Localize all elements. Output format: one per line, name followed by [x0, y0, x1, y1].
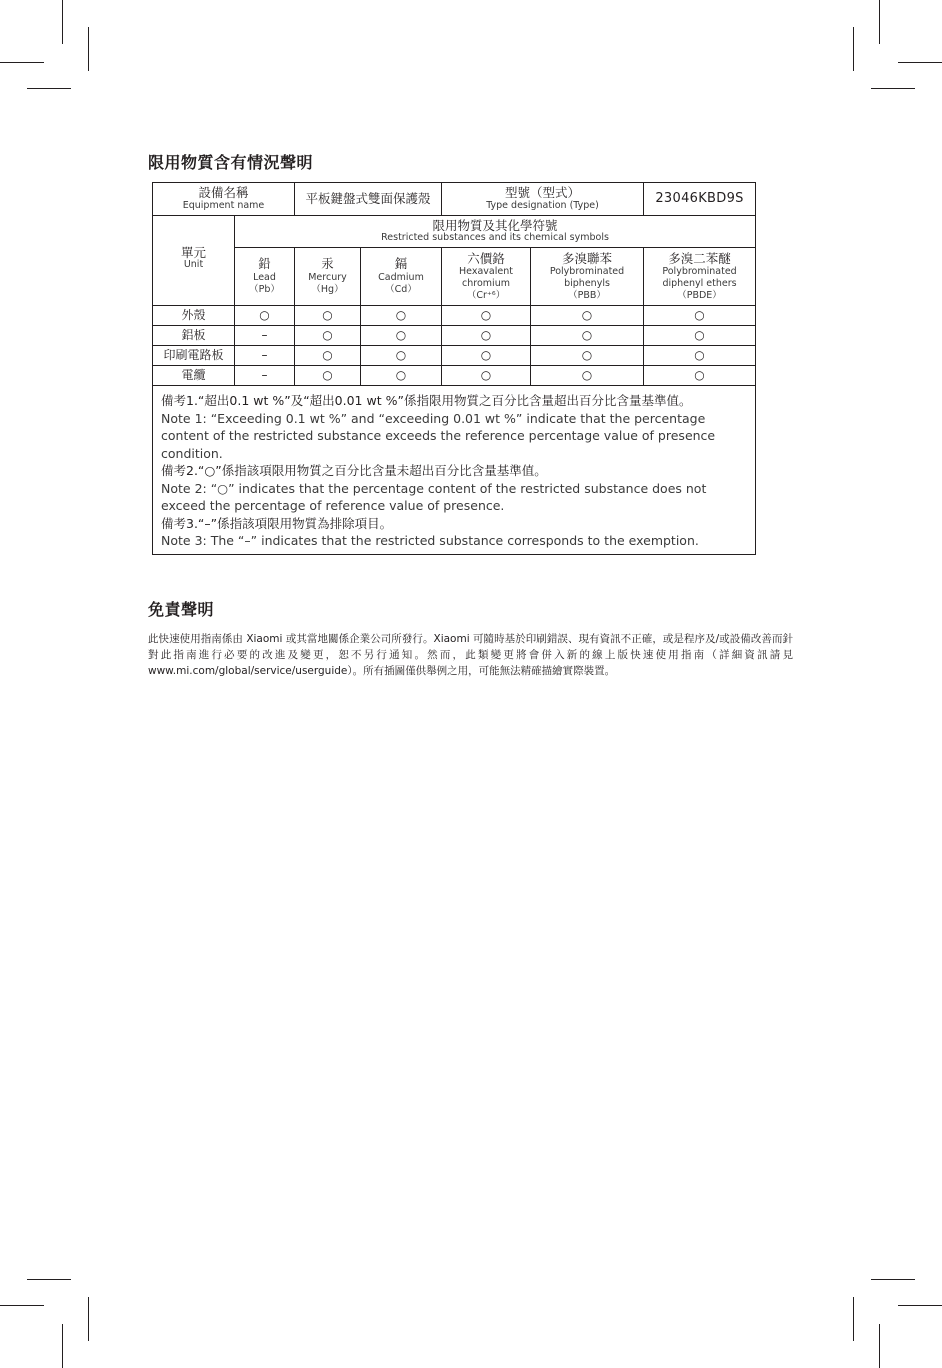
presence-mark: ○ [295, 306, 361, 326]
crop-mark [62, 1324, 63, 1368]
notes-row [153, 386, 756, 555]
substance-name-zh: 六價鉻 [467, 250, 505, 266]
crop-mark [88, 1297, 89, 1341]
equipment-value: 平板鍵盤式雙面保護殼 [305, 190, 431, 206]
presence-mark: ○ [644, 326, 756, 346]
equipment-label-cell [153, 183, 295, 216]
table-row [153, 306, 756, 326]
rohs-title: 限用物質含有情況聲明 [148, 153, 314, 172]
substance-name-en: Hexavalent chromium [459, 265, 513, 289]
substance-name-en: Polybrominated biphenyls [549, 265, 625, 289]
presence-mark: ○ [644, 346, 756, 366]
crop-mark [871, 88, 915, 89]
presence-mark: ○ [361, 326, 442, 346]
table-row [153, 326, 756, 346]
substance-symbol: （Pb） [249, 283, 280, 295]
unit-name: 外殼 [153, 306, 235, 326]
crop-mark [853, 27, 854, 71]
presence-mark: ○ [442, 306, 531, 326]
crop-mark [898, 1305, 942, 1306]
model-label-cell [442, 183, 644, 216]
unit-label-zh: 單元 [180, 245, 206, 260]
presence-mark: ○ [295, 366, 361, 386]
substance-name-en: Lead [253, 271, 276, 283]
presence-mark: ○ [442, 366, 531, 386]
substance-mercury-cell [295, 248, 361, 306]
note-3-zh: 備考3.“–”係指該項限用物質為排除項目。 [161, 515, 393, 531]
presence-mark: ○ [442, 346, 531, 366]
presence-mark: ○ [295, 346, 361, 366]
model-label-en: Type designation (Type) [486, 199, 599, 211]
unit-name: 鋁板 [153, 326, 235, 346]
substance-name-en: Cadmium [378, 271, 424, 283]
unit-name: 電纜 [153, 366, 235, 386]
presence-mark: ○ [235, 306, 295, 326]
substance-pbde-cell [644, 248, 756, 306]
substances-header-zh: 限用物質及其化學符號 [432, 217, 558, 233]
presence-mark: ○ [361, 366, 442, 386]
disclaimer-title: 免責聲明 [148, 600, 215, 619]
presence-mark: ○ [442, 326, 531, 346]
substance-cadmium-cell [361, 248, 442, 306]
crop-mark [898, 62, 942, 63]
substance-name-zh: 汞 [321, 256, 334, 272]
substance-name-zh: 多溴聯苯 [562, 250, 613, 266]
substance-symbol: （PBDE） [677, 289, 722, 301]
presence-mark: ○ [531, 326, 644, 346]
substance-name-en: Mercury [308, 271, 347, 283]
crop-mark [88, 27, 89, 71]
substance-name-zh: 鉛 [258, 256, 271, 272]
crop-mark [0, 1305, 44, 1306]
crop-mark [62, 0, 63, 44]
substances-header-cell [235, 216, 756, 248]
substances-header-en: Restricted substances and its chemical symbols [381, 232, 609, 244]
rohs-table [152, 182, 756, 555]
substance-symbol: （Hg） [311, 283, 344, 295]
presence-mark: ○ [531, 366, 644, 386]
unit-name: 印刷電路板 [153, 346, 235, 366]
equipment-value-cell [295, 183, 442, 216]
equipment-label-en: Equipment name [182, 199, 265, 211]
table-row [153, 346, 756, 366]
model-value-cell [644, 183, 756, 216]
note-1-en: Note 1: “Exceeding 0.1 wt %” and “exceeding 0.01 wt %” indicate that the percentage content of the restricted substance exceeds the reference percentage value of presence condition. [161, 410, 716, 461]
crop-mark [879, 1324, 880, 1368]
presence-mark: ○ [361, 306, 442, 326]
substance-pbb-cell [531, 248, 644, 306]
equipment-row [153, 183, 756, 216]
note-2-en: Note 2: “○” indicates that the percentage content of the restricted substance does not exceed the percentage of reference value of presence. [161, 480, 707, 513]
presence-mark: – [235, 366, 295, 386]
presence-mark: ○ [644, 366, 756, 386]
notes-cell [153, 386, 756, 555]
presence-mark: ○ [295, 326, 361, 346]
substance-symbol: （Cr⁺⁶） [466, 289, 506, 301]
substances-header-row [153, 216, 756, 248]
presence-mark: ○ [644, 306, 756, 326]
crop-mark [27, 1279, 71, 1280]
equipment-label-zh: 設備名稱 [198, 185, 249, 201]
crop-mark [879, 0, 880, 44]
presence-mark: ○ [361, 346, 442, 366]
substance-lead-cell [235, 248, 295, 306]
presence-mark: – [235, 346, 295, 366]
substance-name-zh: 多溴二苯醚 [668, 250, 731, 266]
unit-label-cell [153, 216, 235, 306]
substance-symbol: （Cd） [385, 283, 417, 295]
crop-mark [871, 1279, 915, 1280]
disclaimer-text: 此快速使用指南係由 Xiaomi 或其當地關係企業公司所發行。Xiaomi 可隨時基於印刷錯誤、現有資訊不正確，或是程序及/或設備改善而針對此指南進行必要的改進及變更，恕不另行通知。然而，此類變更將會併入新的線上版快速使用指南（詳細資訊請見 www.mi.com/global/service/userguide）。所有插圖僅供舉例之用，可能無法精確描繪實際裝置。 [148, 633, 793, 677]
note-3-en: Note 3: The “–” indicates that the restricted substance corresponds to the exemption. [161, 533, 699, 548]
presence-mark: – [235, 326, 295, 346]
crop-mark [853, 1297, 854, 1341]
note-1-zh: 備考1.“超出0.1 wt %”及“超出0.01 wt %”係指限用物質之百分比含量超出百分比含量基準值。 [161, 393, 692, 408]
substance-name-zh: 鎘 [394, 256, 408, 272]
substance-name-en: Polybrominated diphenyl ethers [662, 265, 737, 289]
note-2-zh: 備考2.“○”係指該項限用物質之百分比含量未超出百分比含量基準值。 [161, 463, 547, 478]
presence-mark: ○ [531, 306, 644, 326]
substance-names-row [153, 248, 756, 306]
model-value: 23046KBD9S [655, 190, 744, 206]
crop-mark [0, 62, 44, 63]
table-row [153, 366, 756, 386]
unit-label-en: Unit [183, 259, 204, 271]
substance-chromium-cell [442, 248, 531, 306]
substance-symbol: （PBB） [568, 289, 606, 301]
presence-mark: ○ [531, 346, 644, 366]
crop-mark [27, 88, 71, 89]
model-label-zh: 型號（型式） [505, 185, 581, 201]
